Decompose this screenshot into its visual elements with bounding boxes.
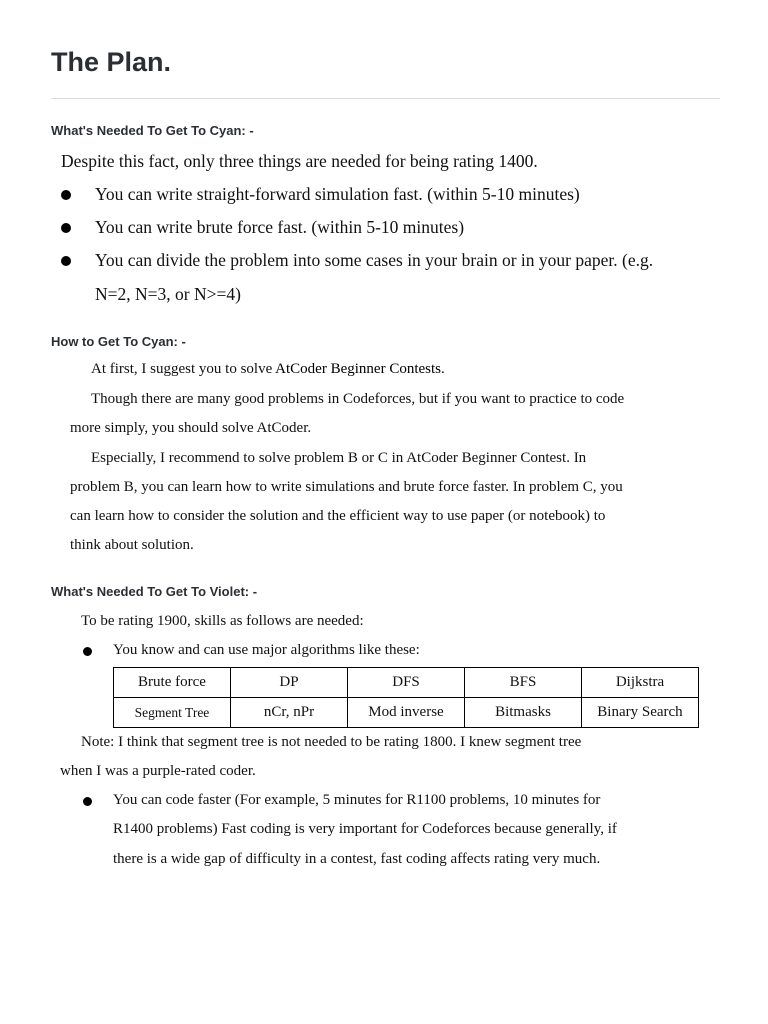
table-cell: BFS xyxy=(465,668,582,698)
atcoder-beginner-contests-link[interactable]: AtCoder Beginner Contests xyxy=(275,361,441,377)
how-cyan-p3-line2: problem B, you can learn how to write simulations and brute force faster. In problem C, you xyxy=(70,479,623,495)
bullet-icon xyxy=(61,190,71,200)
bullet-icon xyxy=(83,647,92,656)
table-cell: Bitmasks xyxy=(465,698,582,728)
how-cyan-p1-prefix: At first, I suggest you to solve xyxy=(91,361,276,377)
heading-how-cyan: How to Get To Cyan: - xyxy=(51,334,186,349)
bullet-icon xyxy=(61,223,71,233)
cyan-bullet-3: You can divide the problem into some cases in your brain or in your paper. (e.g. xyxy=(95,250,654,270)
violet-bullet-2-line2: R1400 problems) Fast coding is very important for Codeforces because generally, if xyxy=(113,821,617,837)
table-row xyxy=(114,698,699,728)
how-cyan-p2-line1: Though there are many good problems in Codeforces, but if you want to practice to code xyxy=(91,391,625,407)
heading-cyan-needed: What's Needed To Get To Cyan: - xyxy=(51,123,254,138)
table-cell: Segment Tree xyxy=(114,698,231,728)
how-cyan-p3-line1: Especially, I recommend to solve problem B or C in AtCoder Beginner Contest. In xyxy=(91,450,587,466)
how-cyan-p2-line2: more simply, you should solve AtCoder. xyxy=(70,420,312,436)
how-cyan-p3-line4: think about solution. xyxy=(70,537,194,553)
table-cell: DP xyxy=(231,668,348,698)
title-divider xyxy=(51,98,720,99)
bullet-icon xyxy=(83,797,92,806)
violet-note-line2: when I was a purple-rated coder. xyxy=(60,763,256,779)
table-cell: Brute force xyxy=(114,668,231,698)
table-cell: Dijkstra xyxy=(582,668,699,698)
how-cyan-p1-suffix: . xyxy=(441,361,445,377)
table-cell: Binary Search xyxy=(582,698,699,728)
table-cell: nCr, nPr xyxy=(231,698,348,728)
cyan-intro: Despite this fact, only three things are needed for being rating 1400. xyxy=(61,151,538,171)
violet-intro: To be rating 1900, skills as follows are needed: xyxy=(81,613,364,629)
violet-bullet-1: You know and can use major algorithms like these: xyxy=(113,642,420,658)
cyan-bullet-1: You can write straight-forward simulation fast. (within 5-10 minutes) xyxy=(95,184,580,204)
table-row xyxy=(114,668,699,698)
cyan-bullet-2: You can write brute force fast. (within 5-10 minutes) xyxy=(95,217,465,237)
how-cyan-p3-line3: can learn how to consider the solution and the efficient way to use paper (or notebook) to xyxy=(70,508,606,524)
violet-bullet-2-line3: there is a wide gap of difficulty in a contest, fast coding affects rating very much. xyxy=(113,851,601,867)
heading-violet-needed: What's Needed To Get To Violet: - xyxy=(51,584,258,599)
violet-note-line1: Note: I think that segment tree is not needed to be rating 1800. I knew segment tree xyxy=(81,734,582,750)
cyan-bullet-3-cont: N=2, N=3, or N>=4) xyxy=(95,284,241,304)
algorithms-table xyxy=(113,667,699,728)
violet-bullet-2-line1: You can code faster (For example, 5 minutes for R1100 problems, 10 minutes for xyxy=(113,792,601,808)
bullet-icon xyxy=(61,256,71,266)
page-title: The Plan. xyxy=(51,47,172,77)
table-cell: Mod inverse xyxy=(348,698,465,728)
table-cell: DFS xyxy=(348,668,465,698)
how-cyan-p1 xyxy=(91,361,445,378)
